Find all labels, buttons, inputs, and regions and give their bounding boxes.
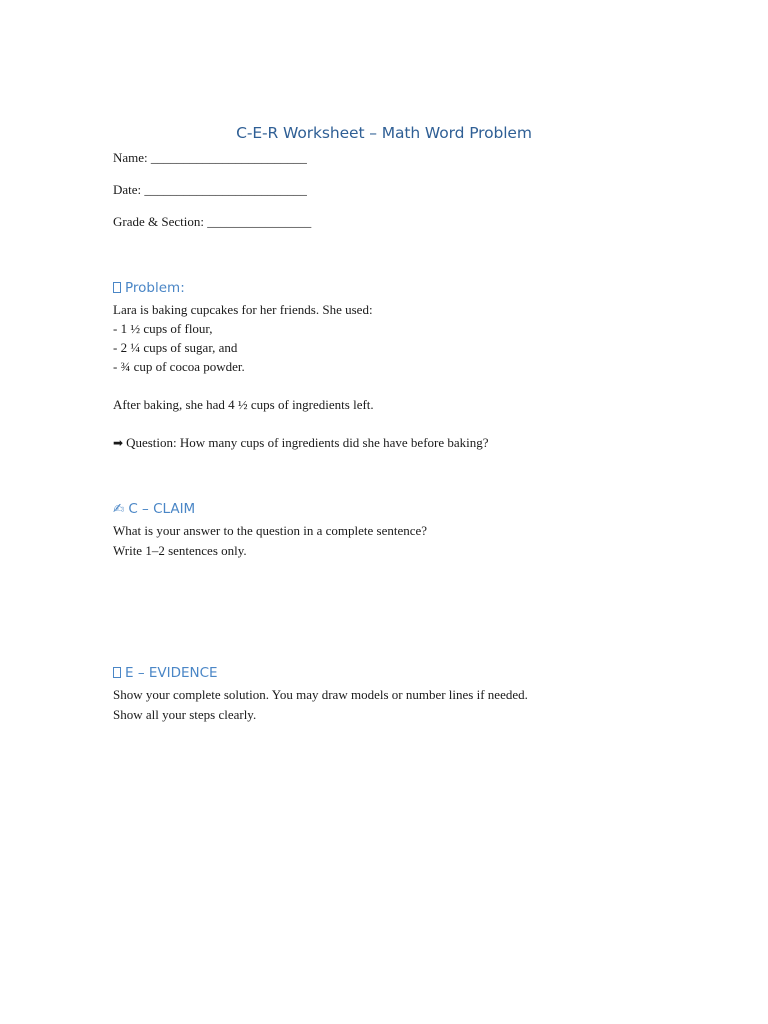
evidence-instruction: Show all your steps clearly.: [113, 707, 257, 722]
evidence-heading-label: E – EVIDENCE: [125, 665, 218, 681]
writing-hand-icon: ✍: [113, 501, 125, 517]
question-text: [113, 435, 489, 451]
problem-heading-label: Problem:: [125, 280, 185, 296]
problem-line: Lara is baking cupcakes for her friends. She used:: [113, 302, 373, 317]
date-field[interactable]: Date: _________________________: [113, 182, 307, 197]
problem-line: - 1 ½ cups of flour,: [113, 321, 213, 336]
claim-heading: [113, 501, 195, 517]
name-field[interactable]: Name: ________________________: [113, 150, 307, 165]
remaining-ingredients-text: After baking, she had 4 ½ cups of ingredients left.: [113, 397, 374, 412]
magnifier-icon: [113, 665, 121, 681]
arrow-right-icon: ➡: [113, 436, 124, 450]
claim-heading-label: C – CLAIM: [128, 501, 196, 517]
claim-instruction: Write 1–2 sentences only.: [113, 543, 247, 558]
worksheet-title: C-E-R Worksheet – Math Word Problem: [236, 124, 532, 142]
problem-heading: [113, 280, 185, 296]
problem-line: - ¾ cup of cocoa powder.: [113, 359, 245, 374]
problem-line: - 2 ¼ cups of sugar, and: [113, 340, 238, 355]
evidence-heading: [113, 665, 218, 681]
book-icon: [113, 280, 121, 296]
evidence-instruction: Show your complete solution. You may draw models or number lines if needed.: [113, 687, 528, 702]
claim-instruction: What is your answer to the question in a complete sentence?: [113, 523, 428, 538]
question-label: Question: How many cups of ingredients did she have before baking?: [126, 435, 489, 450]
grade-section-field[interactable]: Grade & Section: ________________: [113, 214, 312, 229]
